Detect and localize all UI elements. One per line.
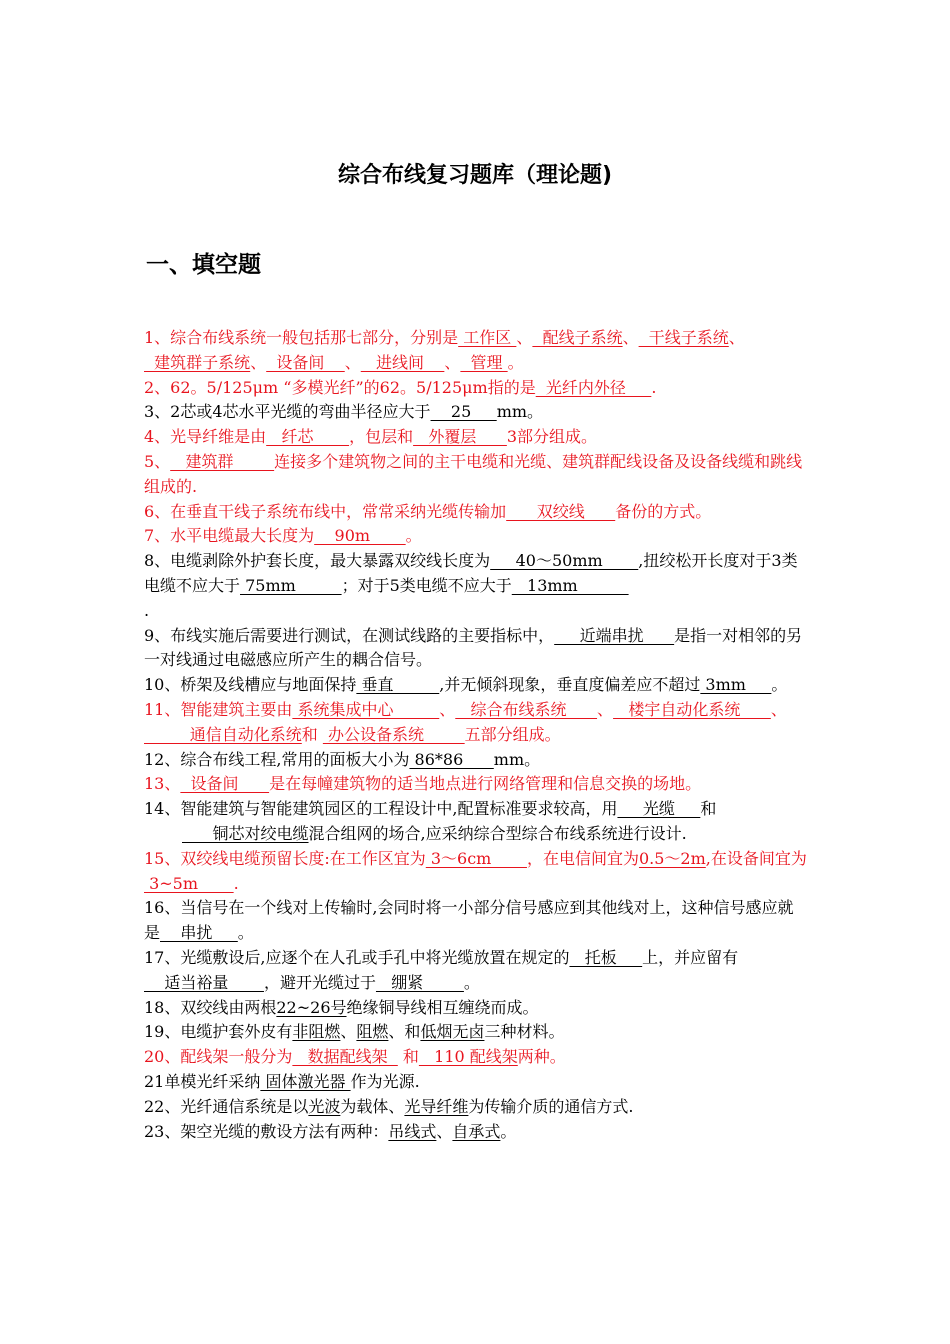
answer-blank: 办公设备系统 <box>322 724 465 744</box>
question-6 <box>144 500 809 525</box>
question-text: 16、当信号在一个线对上传输时,会同时将一小部分信号感应到其他线对上，这种信号感应就是 <box>144 898 794 943</box>
question-2 <box>144 376 809 401</box>
question-text: 。 <box>463 972 480 992</box>
question-text: 17、光缆敷设后,应逐个在人孔或手孔中将光缆放置在规定的 <box>144 947 570 967</box>
answer-blank: 90m <box>314 526 406 546</box>
question-text: ,在设备间宜为 <box>705 848 807 868</box>
answer-blank: 楼宇自动化系统 <box>613 699 771 719</box>
answer-blank: 设备间 <box>180 774 270 794</box>
question-text: 五部分组成。 <box>464 724 561 744</box>
question-21 <box>144 1070 809 1095</box>
question-text: 13、 <box>144 774 181 794</box>
question-text: 和 <box>301 724 323 744</box>
question-12 <box>144 748 809 773</box>
question-text: 三种材料。 <box>484 1022 565 1042</box>
question-text: 上，并应留有 <box>642 947 739 967</box>
question-text: 5、 <box>144 451 171 471</box>
answer-blank: 串扰 <box>160 923 238 943</box>
answer-blank: 适当裕量 <box>144 972 264 992</box>
question-4 <box>144 425 809 450</box>
question-text: 为载体、 <box>340 1096 405 1116</box>
question-text: 、和 <box>388 1022 421 1042</box>
question-text: 混合组网的场合,应采纳综合型综合布线系统进行设计. <box>308 823 687 843</box>
document-title: 综合布线复习题库（理论题) <box>337 163 613 188</box>
question-14 <box>144 797 809 847</box>
question-text: . <box>233 873 239 893</box>
answer-blank: 纤芯 <box>266 427 350 447</box>
question-9 <box>144 624 809 674</box>
question-text: ,并无倾斜现象，垂直度偏差应不超过 <box>439 675 701 695</box>
question-list <box>144 326 809 1144</box>
question-text: 、 <box>728 328 745 347</box>
question-text: 和 <box>700 799 717 819</box>
question-text: 。 <box>507 352 524 372</box>
question-8 <box>144 549 809 623</box>
question-text: 2、62。5/125μm “多模光纤”的62。5/125μm指的是 <box>144 377 536 397</box>
question-23 <box>144 1120 809 1145</box>
answer-blank: 阻燃 <box>356 1022 389 1042</box>
answer-blank: 自承式 <box>452 1121 501 1141</box>
question-text: 、 <box>436 1121 453 1141</box>
question-text: 、 <box>340 1022 357 1042</box>
answer-blank: 近端串扰 <box>554 625 675 645</box>
question-text: mm。 <box>496 402 544 422</box>
question-text: ，包层和 <box>349 427 414 447</box>
question-text: 21单模光纤采纳 <box>144 1071 261 1091</box>
answer-blank: 绷紧 <box>375 972 464 992</box>
answer-blank: 3～6cm <box>425 848 527 868</box>
question-text: 10、桥架及线槽应与地面保持 <box>144 675 357 695</box>
answer-blank: 建筑群子系统 <box>144 352 251 372</box>
question-text: 。 <box>237 923 254 943</box>
question-text: 23、架空光缆的敷设方法有两种： <box>144 1121 389 1141</box>
question-17 <box>144 946 809 996</box>
answer-blank: 进线间 <box>360 352 445 372</box>
answer-blank: 光缆 <box>617 799 701 819</box>
question-text: 9、布线实施后需要进行测试，在测试线路的主要指标中， <box>144 625 555 645</box>
question-text: 两种。 <box>517 1047 566 1067</box>
question-text: 、 <box>439 699 456 719</box>
question-16 <box>144 896 809 946</box>
answer-blank: 数据配线架 <box>292 1047 398 1067</box>
question-text: 22、光纤通信系统是以 <box>144 1096 309 1116</box>
question-20 <box>144 1045 809 1070</box>
answer-blank: 垂直 <box>356 675 440 695</box>
question-5 <box>144 450 809 500</box>
question-1 <box>144 326 809 376</box>
answer-blank: 配线子系统 <box>532 328 623 347</box>
answer-blank: 光波 <box>308 1096 341 1116</box>
question-text: 和 <box>397 1047 419 1067</box>
answer-blank: 40～50mm <box>490 551 639 571</box>
question-text: 为传输介质的通信方式. <box>468 1096 634 1116</box>
answer-blank: 低烟无卤 <box>420 1022 485 1042</box>
question-text: 备份的方式。 <box>615 501 712 521</box>
question-text: 18、双绞线由两根 <box>144 997 277 1017</box>
answer-blank: 干线子系统 <box>638 328 729 347</box>
answer-blank: 外覆层 <box>413 427 507 447</box>
question-text: ，在电信间宜为 <box>526 848 639 868</box>
question-text: 20、配线架一般分为 <box>144 1047 293 1067</box>
question-text: 是在每幢建筑物的适当地点进行网络管理和信息交换的场地。 <box>269 774 702 794</box>
question-text: ,扭绞松开长度对于3类电缆不应大于 <box>144 551 798 595</box>
question-text: 3部分组成。 <box>506 427 598 447</box>
question-text: 。 <box>500 1121 517 1141</box>
answer-blank: 综合布线系统 <box>455 699 598 719</box>
answer-blank: 非阻燃 <box>292 1022 341 1042</box>
answer-blank: 25 <box>430 402 497 422</box>
question-tail: . <box>144 600 150 620</box>
question-text: . <box>651 377 657 397</box>
question-text: 19、电缆护套外皮有 <box>144 1022 293 1042</box>
question-text: 绝缘铜导线相互缠绕而成。 <box>346 997 539 1017</box>
question-text: 、 <box>770 699 787 719</box>
question-15 <box>144 847 809 897</box>
question-7 <box>144 524 809 549</box>
answer-blank: 75mm <box>240 575 342 595</box>
question-text: 3、2芯或4芯水平光缆的弯曲半径应大于 <box>144 402 431 422</box>
question-text: 、 <box>597 699 614 719</box>
question-text: 4、光导纤维是由 <box>144 427 267 447</box>
question-text: 、 <box>622 328 639 347</box>
question-text: 6、在垂直干线子系统布线中，常常采纳光缆传输加 <box>144 501 507 521</box>
section-title: 一、填空题 <box>146 252 261 278</box>
question-text: 15、双绞线电缆预留长度:在工作区宜为 <box>144 848 426 868</box>
answer-blank: 13mm <box>511 575 629 595</box>
question-18 <box>144 996 809 1021</box>
question-text: mm。 <box>493 749 541 769</box>
question-text: ，避开光缆过于 <box>263 972 376 992</box>
answer-blank: 光导纤维 <box>404 1096 469 1116</box>
question-text: 是指一对相邻的另一对线通过电磁感应所产生的耦合信号。 <box>144 625 803 670</box>
question-text: 8、电缆剥除外护套长度，最大暴露双绞线长度为 <box>144 551 491 571</box>
question-text: 12、综合布线工程,常用的面板大小为 <box>144 749 410 769</box>
answer-blank: 3~5m <box>144 873 234 893</box>
answer-blank: 托板 <box>569 947 643 967</box>
question-13 <box>144 772 809 797</box>
answer-blank: 吊线式 <box>388 1121 437 1141</box>
question-text: 。 <box>771 675 788 695</box>
question-19 <box>144 1020 809 1045</box>
question-text: ；对于5类电缆不应大于 <box>341 575 512 595</box>
answer-blank: 22~26号 <box>276 997 347 1017</box>
answer-blank: 工作区 <box>458 328 517 347</box>
question-22 <box>144 1095 809 1120</box>
question-text: 。 <box>405 526 422 546</box>
answer-blank: 建筑群 <box>170 451 275 471</box>
answer-blank: 3mm <box>700 675 772 695</box>
question-3 <box>144 400 809 425</box>
question-text: 连接多个建筑物之间的主干电缆和光缆、建筑群配线设备及设备线缆和跳线组成的. <box>144 451 803 496</box>
question-text: 14、智能建筑与智能建筑园区的工程设计中,配置标准要求较高，用 <box>144 799 618 819</box>
question-text: 11、智能建筑主要由 <box>144 699 293 719</box>
answer-blank: 光纤内外径 <box>535 377 652 397</box>
answer-blank: 110 配线架 <box>418 1047 518 1067</box>
answer-blank: 双绞线 <box>506 501 616 521</box>
question-text: 、 <box>344 352 361 372</box>
answer-blank: 固体激光器 <box>260 1071 351 1091</box>
question-text: 作为光源. <box>350 1071 420 1091</box>
question-text: 1、综合布线系统一般包括那七部分，分别是 <box>144 328 459 347</box>
answer-blank: 设备间 <box>266 352 345 372</box>
question-text: 、 <box>444 352 461 372</box>
answer-blank: 0.5～2m <box>638 848 706 868</box>
question-text: 、 <box>516 328 533 347</box>
question-10 <box>144 673 809 698</box>
question-text: 、 <box>250 352 267 372</box>
answer-blank: 铜芯对绞电缆 <box>182 823 309 843</box>
question-11 <box>144 698 809 748</box>
answer-blank: 管理 <box>460 352 508 372</box>
answer-blank: 通信自动化系统 <box>144 724 302 744</box>
answer-blank: 系统集成中心 <box>292 699 440 719</box>
question-text: 7、水平电缆最大长度为 <box>144 526 315 546</box>
answer-blank: 86*86 <box>409 749 494 769</box>
